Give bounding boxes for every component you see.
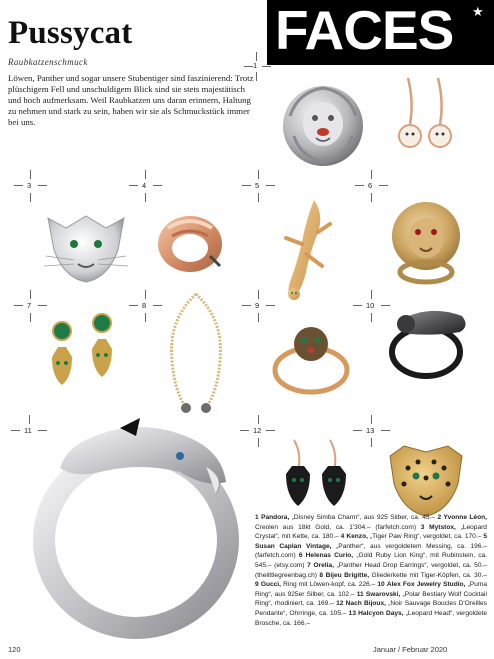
page-number: 120 (8, 645, 21, 654)
divider (244, 66, 253, 67)
divider (38, 305, 47, 306)
tiger-chain-icon (160, 290, 232, 416)
divider (242, 185, 251, 186)
divider (129, 185, 138, 186)
puma-ring-icon (380, 294, 476, 386)
divider (145, 170, 146, 179)
divider (14, 305, 23, 306)
divider (11, 430, 20, 431)
credit-1: 1 Pandora, „Disney Simba Charm“, aus 925 Silber, ca. 45.– (255, 514, 438, 521)
panther-brooch-icon (276, 194, 336, 306)
divider (371, 193, 372, 202)
item-number: 4 (142, 181, 147, 190)
divider (145, 290, 146, 299)
credit-7: 7 Orelia, „Panther Head Drop Earrings“, vergoldet, ca. 50.– (thelittlegreenbag.ch) (255, 561, 487, 579)
lion-earrings-icon (390, 72, 460, 172)
divider (371, 313, 372, 322)
divider (30, 193, 31, 202)
item-number: 7 (27, 301, 32, 310)
credit-9: 9 Gucci, Ring mit Löwen-kopf, ca. 226.– (255, 581, 378, 589)
panther-drop-earrings-icon (276, 434, 356, 518)
item-number: 10 (366, 301, 375, 310)
item-number: 9 (255, 301, 260, 310)
credit-2: 2 Yvonne Léon, Creolen aus 18kt Gold, ca. 1'304.– (farfetch.com) (255, 514, 487, 531)
divider (258, 193, 259, 202)
divider (353, 305, 362, 306)
credit-8: 8 Bijeu Brigitte, Gliederkette mit Tiger-Köpfen, ca. 30.– (319, 571, 487, 579)
item-number: 12 (253, 426, 262, 435)
credit-11: 11 Swarovski, „Polar Bestiary Wolf Cocktail Ring“, rhodiniert, ca. 169.– (255, 590, 487, 608)
leopard-brooch-icon (378, 438, 474, 520)
divider (266, 305, 275, 306)
divider (371, 438, 372, 447)
divider (30, 290, 31, 299)
divider (145, 313, 146, 322)
item-number: 5 (255, 181, 260, 190)
credit-12: 12 Nach Bijoux, „Noir Sauvage Boucles D'Oreilles Pendante“, Ohrringe, ca. 105.– (255, 600, 487, 617)
divider (266, 185, 275, 186)
divider (266, 430, 275, 431)
divider (258, 170, 259, 179)
divider (371, 170, 372, 179)
credit-10: 10 Alex Fox Jewelry Studio, „Puma Ring“, aus 925er Silber, ca. 102.– (255, 581, 487, 598)
lion-ring-icon (382, 196, 470, 288)
divider (153, 185, 162, 186)
divider (129, 305, 138, 306)
divider (258, 438, 259, 447)
item-number: 6 (368, 181, 373, 190)
divider (381, 430, 390, 431)
divider (371, 415, 372, 424)
divider (258, 290, 259, 299)
intro-paragraph: Löwen, Panther und sogar unsere Stubentiger sind faszinierend: Trotz plüschigem Fell und unschuldigem Blick sind sie stets majestätisch und hoch aufmerksam. Weil Raubkatzen uns daran erinnern, Haltung zu nehmen und stark zu sein, haben wir sie als Schmuckstück immer bei uns. (8, 73, 254, 127)
divider (38, 185, 47, 186)
divider (242, 305, 251, 306)
divider (256, 52, 257, 61)
masthead-logo: FACES (275, 0, 454, 61)
divider (30, 313, 31, 322)
credit-6: 6 Helenas Curio, „Gold Ruby Lion King“, mit Rubinstein, ca. 545.– (etsy.com) (255, 552, 487, 569)
divider (353, 430, 362, 431)
star-icon: ★ (472, 5, 484, 20)
item-number: 13 (366, 426, 375, 435)
divider (355, 185, 364, 186)
lion-charm-icon (278, 78, 368, 170)
issue-date: Januar / Februar 2020 (373, 645, 448, 654)
item-number: 8 (142, 301, 147, 310)
divider (262, 66, 271, 67)
credit-5: 5 Susan Caplan Vintage, „Panther“, aus vergoldetem Messing, ca. 196.– (farfetch.com) (255, 533, 488, 560)
credit-4: 4 Kenzo, „Tiger Paw Ring“, vergoldet, ca. 170.– (340, 533, 484, 541)
divider (145, 193, 146, 202)
panther-earrings-icon (44, 313, 124, 405)
leopard-pendant-icon (38, 198, 134, 288)
divider (14, 185, 23, 186)
item-number: 11 (24, 426, 32, 435)
tiger-paw-ring-icon (150, 200, 230, 280)
divider (258, 313, 259, 322)
wolf-ring-icon (30, 412, 248, 644)
item-number: 3 (27, 181, 32, 190)
lion-head-ring-icon (268, 314, 354, 400)
item-number: 1 (253, 61, 258, 70)
page-subtitle: Raubkatzenschmuck (8, 57, 88, 67)
credit-13: 13 Halcyon Days, „Leopard Head“, vergoldete Brosche, ca. 166.– (255, 609, 487, 627)
divider (30, 170, 31, 179)
divider (258, 415, 259, 424)
divider (371, 290, 372, 299)
divider (379, 185, 388, 186)
page-title: Pussycat (8, 15, 133, 51)
faces-masthead (267, 0, 494, 65)
divider (256, 72, 257, 81)
credit-3: 3 Mytstox, „Leopard Crystal“, mit Kette, ca. 180.– (255, 523, 487, 541)
product-credits (255, 513, 487, 628)
